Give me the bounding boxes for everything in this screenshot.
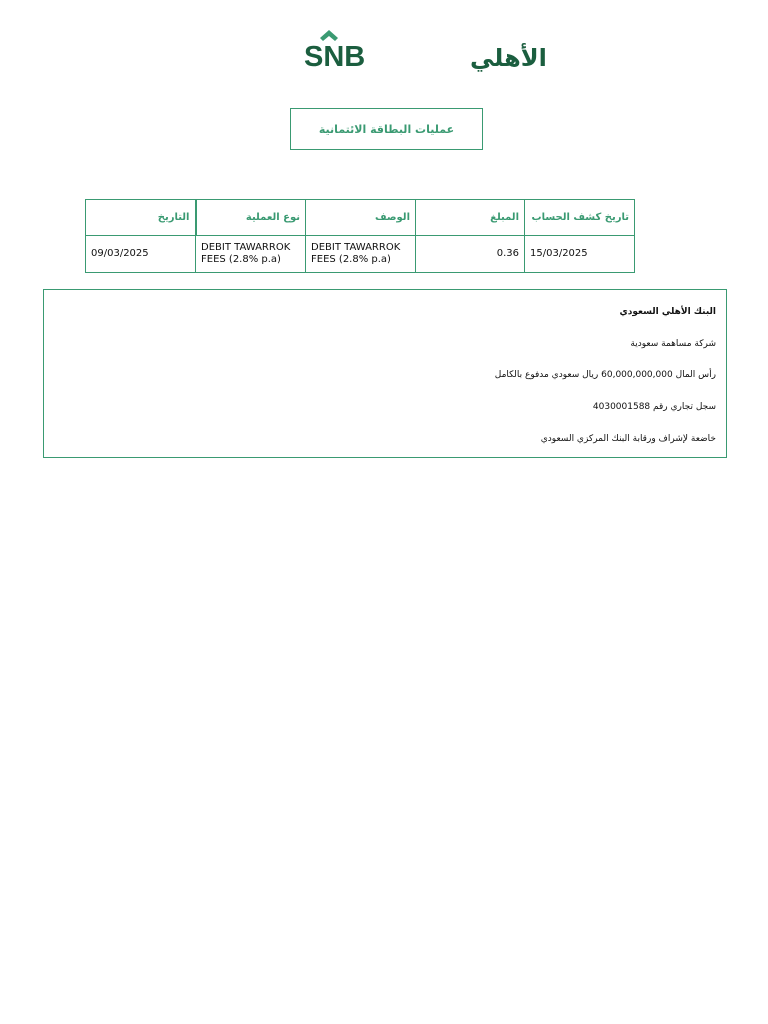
cell-date: 09/03/2025 <box>86 236 196 273</box>
header-description: الوصف <box>306 200 416 236</box>
cell-transaction-type: DEBIT TAWARROK FEES (2.8% p.a) <box>196 236 306 273</box>
cell-description: DEBIT TAWARROK FEES (2.8% p.a) <box>306 236 416 273</box>
header-date: التاريخ <box>86 200 196 236</box>
capital-statement: رأس المال 60,000,000,000 ريال سعودي مدفوع بالكامل <box>494 370 716 380</box>
logo-latin-text: SNB <box>304 41 366 73</box>
logo-arabic-text: الأهلي <box>470 44 547 72</box>
logo-roof-mark <box>320 30 338 41</box>
bank-name: البنك الأهلي السعودي <box>619 307 716 317</box>
cell-statement-date: 15/03/2025 <box>525 236 635 273</box>
page-title-box <box>290 108 483 150</box>
page-title: عمليات البطاقة الائتمانية <box>318 122 455 136</box>
table-row <box>86 236 635 273</box>
snb-logo <box>302 28 547 74</box>
table-header-row <box>86 200 635 236</box>
regulator-statement: خاضعة لإشراف ورقابة البنك المركزي السعودي <box>540 434 716 444</box>
bank-info-box <box>43 289 727 458</box>
transactions-table <box>85 199 635 273</box>
header-statement-date: تاريخ كشف الحساب <box>525 200 635 236</box>
snb-logo-graphic <box>302 28 547 74</box>
cell-amount: 0.36 <box>416 236 525 273</box>
header-transaction-type: نوع العملية <box>196 200 306 236</box>
header-amount: المبلغ <box>416 200 525 236</box>
commercial-registration: سجل تجاري رقم 4030001588 <box>592 402 716 412</box>
company-type: شركة مساهمة سعودية <box>630 339 716 349</box>
